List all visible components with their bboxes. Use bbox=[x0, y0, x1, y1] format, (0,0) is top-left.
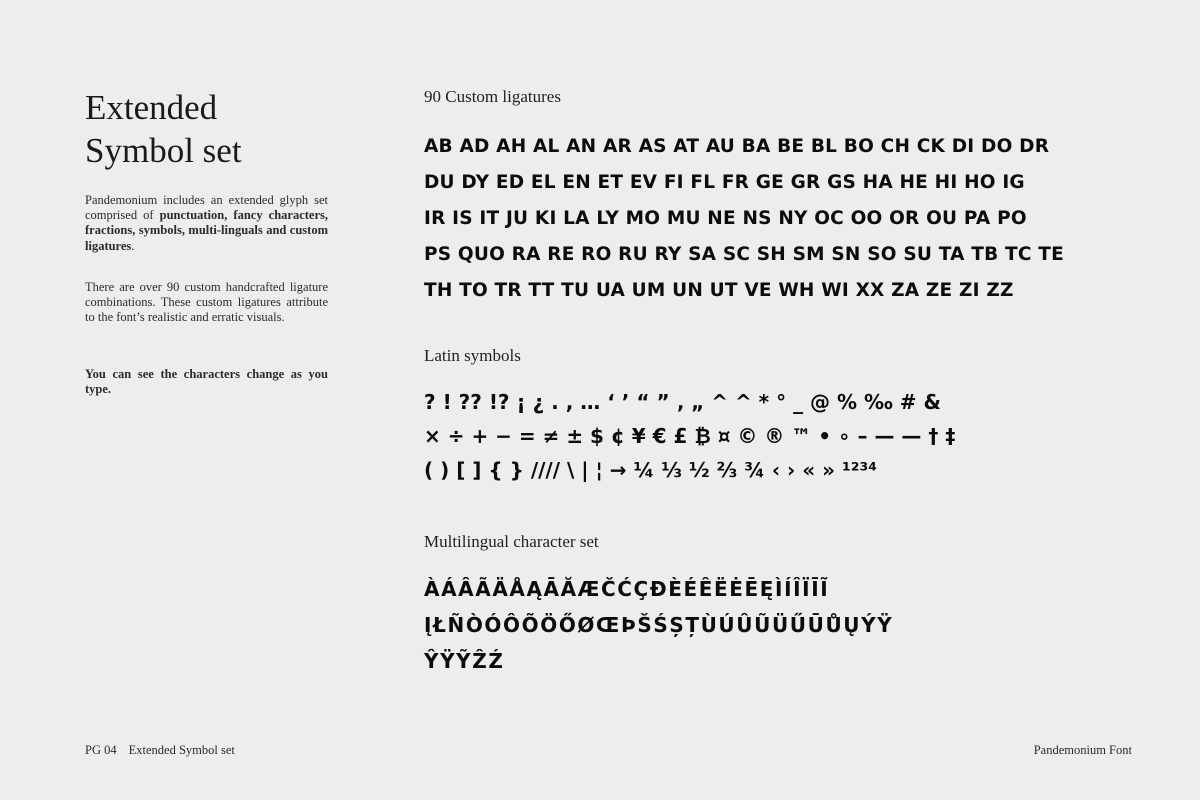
ligature-row: PS QUO RA RE RO RU RY SA SC SH SM SN SO SU TA TB TC TE bbox=[424, 244, 1064, 265]
ligature-sample-block bbox=[424, 129, 1124, 309]
multilingual-row: ŶŸỸẐŹ bbox=[424, 649, 505, 673]
ligatures-section-title: 90 Custom ligatures bbox=[424, 87, 561, 106]
intro-text: Pandemonium includes an extended glyph set comprised of bbox=[85, 193, 328, 223]
footer-brand: Pandemonium Font bbox=[1033, 743, 1132, 757]
intro-paragraph-2: There are over 90 custom handcrafted ligature combinations. These custom ligatures attribute to the font’s realistic and erratic visuals. bbox=[85, 280, 328, 325]
latin-section-title: Latin symbols bbox=[424, 346, 521, 365]
page-title-line-1: Extended bbox=[85, 88, 218, 127]
symbol-row: ? ! ?? !? ¡ ¿ . , … ‘ ’ “ ” ‚ „ ^ ^ * ° _ @ % ‰ # & bbox=[424, 390, 941, 414]
symbol-row: × ÷ + − = ≠ ± $ ¢ ¥ € £ ₿ ¤ © ® ™ • ∘ – — — † ‡ bbox=[424, 424, 956, 448]
ligature-row: TH TO TR TT TU UA UM UN UT VE WH WI XX ZA ZE ZI ZZ bbox=[424, 280, 1014, 301]
multilingual-row: ĮŁÑÒÓÔÕÖŐØŒÞŠŚȘȚÙÚÛŨÜŰŪŮŲÝŸ bbox=[424, 613, 894, 637]
page-title bbox=[85, 86, 242, 172]
multilingual-row: ÀÁÂÃÄÅĄĀĂÆČĆÇĐÈÉÊËĖĒĘÌÍÎÏĪĨ bbox=[424, 577, 830, 601]
symbol-row: ( ) [ ] { } //// \ | ¦ → ¼ ⅓ ½ ⅔ ¾ ‹ › « » ¹²³⁴ bbox=[424, 458, 878, 482]
page-title-line-2: Symbol set bbox=[85, 131, 242, 170]
latin-symbol-block bbox=[424, 385, 1124, 487]
intro-paragraph-3: You can see the characters change as you type. bbox=[85, 367, 328, 397]
footer-page-label bbox=[85, 743, 235, 758]
intro-bold-text: punctuation, fancy characters, fractions, symbols, multi-linguals and custom ligatures bbox=[85, 208, 328, 253]
multilingual-glyph-block bbox=[424, 571, 1124, 679]
footer-section-name: Extended Symbol set bbox=[128, 743, 235, 757]
multilingual-section-title: Multilingual character set bbox=[424, 532, 599, 551]
ligature-row: DU DY ED EL EN ET EV FI FL FR GE GR GS HA HE HI HO IG bbox=[424, 172, 1025, 193]
intro-end-punctuation: . bbox=[131, 238, 135, 253]
page-number: PG 04 bbox=[85, 743, 117, 757]
ligature-row: AB AD AH AL AN AR AS AT AU BA BE BL BO CH CK DI DO DR bbox=[424, 136, 1050, 157]
intro-paragraph-1 bbox=[85, 193, 328, 254]
ligature-row: IR IS IT JU KI LA LY MO MU NE NS NY OC OO OR OU PA PO bbox=[424, 208, 1027, 229]
